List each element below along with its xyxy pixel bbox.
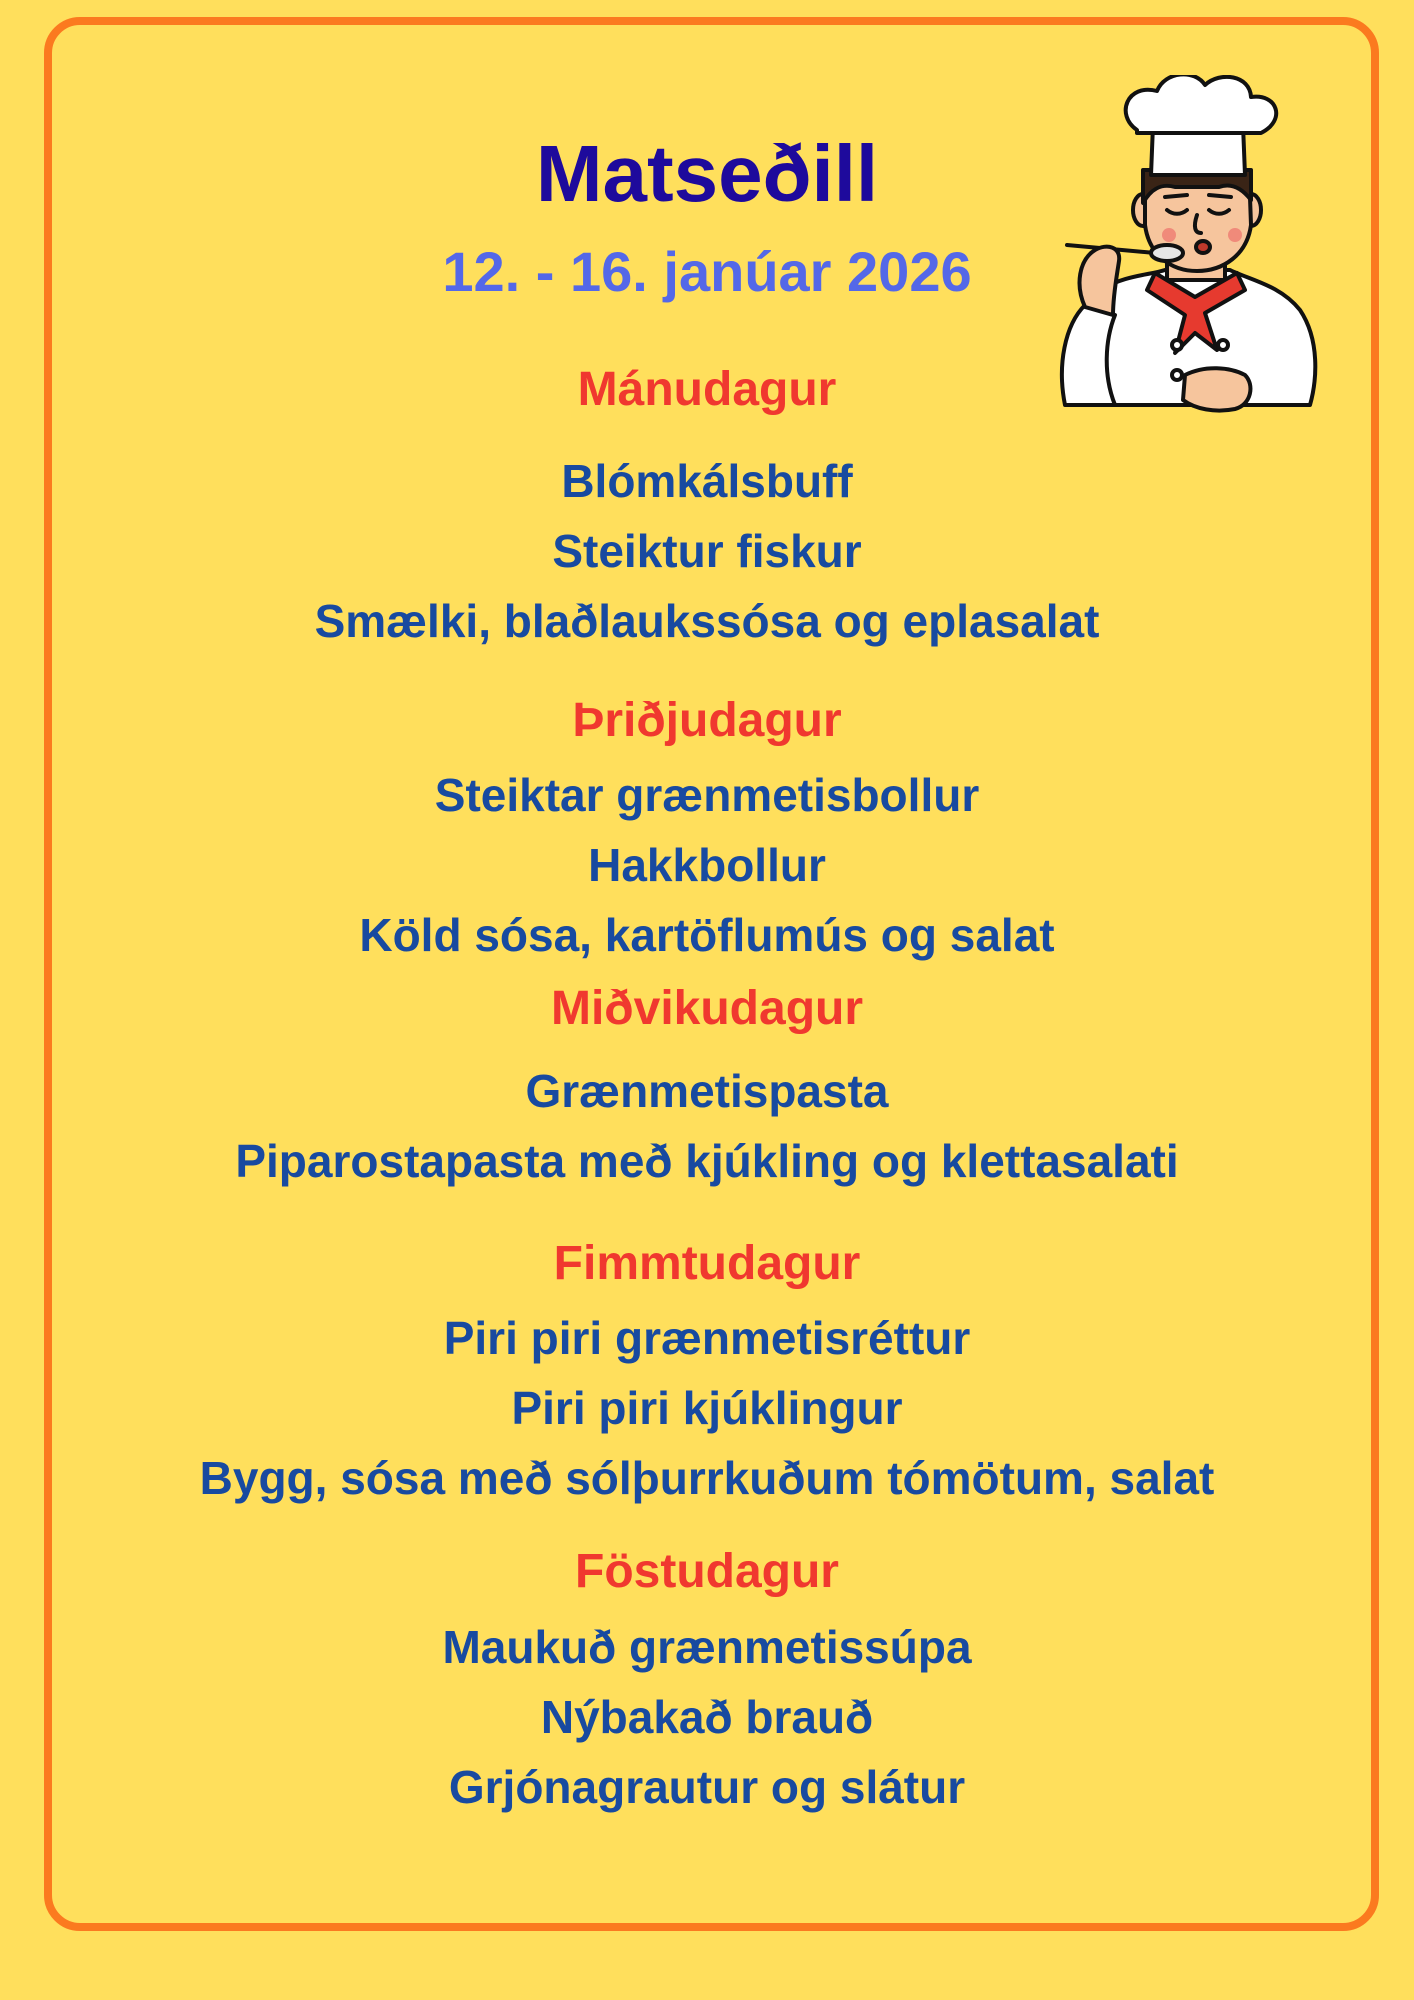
menu-title: Matseðill (535, 129, 879, 218)
dish-item: Bygg, sósa með sólþurrkuðum tómötum, salat (199, 1452, 1215, 1504)
dish-item: Piri piri grænmetisréttur (443, 1312, 971, 1364)
day-heading-thursday: Fimmtudagur (553, 1237, 861, 1290)
dish-item: Piri piri kjúklingur (511, 1382, 903, 1434)
day-heading-wednesday: Miðvikudagur (550, 982, 864, 1035)
menu-dates: 12. - 16. janúar 2026 (442, 240, 972, 303)
dish-item: Piparostapasta með kjúkling og klettasalati (235, 1135, 1179, 1187)
day-heading-friday: Föstudagur (575, 1545, 839, 1598)
dish-item: Steiktur fiskur (552, 525, 862, 577)
dish-item: Grænmetispasta (525, 1065, 889, 1117)
dish-item: Nýbakað brauð (540, 1691, 874, 1743)
dish-item: Blómkálsbuff (561, 455, 853, 507)
chef-tasting-icon (1055, 75, 1335, 415)
dish-item: Smælki, blaðlaukssósa og eplasalat (314, 595, 1100, 647)
dish-item: Hakkbollur (588, 839, 826, 891)
dish-item: Steiktar grænmetisbollur (434, 769, 980, 821)
dish-item: Maukuð grænmetissúpa (442, 1621, 972, 1673)
day-heading-tuesday: Þriðjudagur (572, 694, 842, 747)
dish-item: Köld sósa, kartöflumús og salat (359, 909, 1055, 961)
dish-item: Grjónagrautur og slátur (448, 1761, 966, 1813)
day-heading-monday: Mánudagur (577, 363, 837, 416)
